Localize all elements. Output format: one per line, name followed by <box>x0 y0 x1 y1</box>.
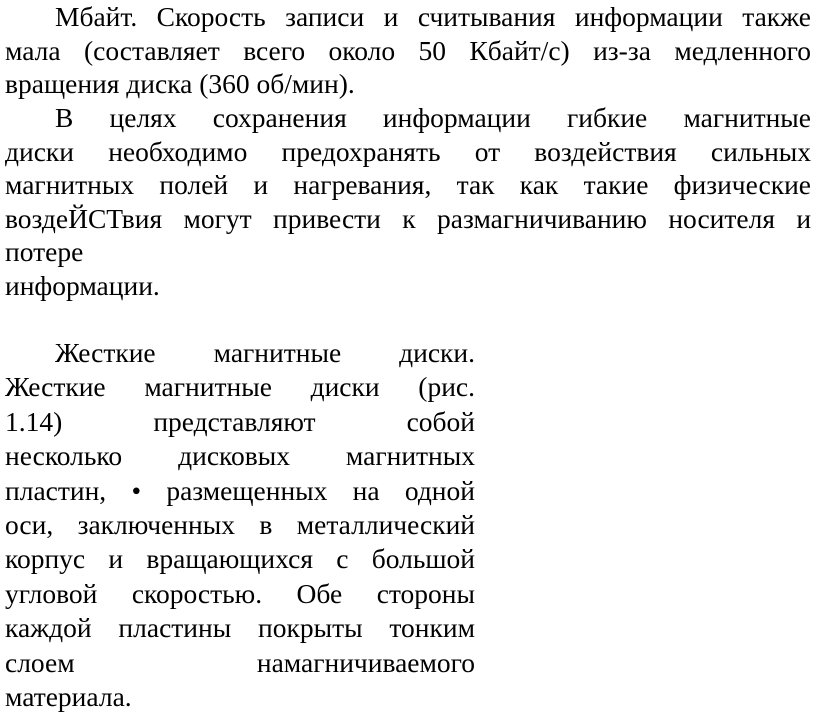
paragraph-floppy-protection <box>5 101 811 269</box>
text-line: оси, заключенных в металлический <box>5 509 476 541</box>
text-line: каждой пластины покрыты тонким <box>5 612 475 644</box>
paragraph-disk-speed <box>5 0 811 101</box>
text-line: потере <box>5 236 84 267</box>
text-line: воздеЙСТвия могут привести к размагничиванию носителя и <box>5 202 812 234</box>
text-line: информации. <box>5 270 160 301</box>
paragraph-floppy-protection-tail <box>5 269 811 303</box>
text-line: мала (составляет всего около 50 Кбайт/с) из-за медленного <box>5 34 812 66</box>
text-line: Мбайт. Скорость записи и считывания информации также <box>55 1 812 32</box>
section-heading-hard-disks: Жесткие магнитные диски. <box>55 337 475 368</box>
text-line: магнитных полей и нагревания, так как такие физические <box>5 169 811 200</box>
text-line: слоем намагничиваемого <box>5 646 475 678</box>
text-line: диски необходимо предохранять от воздействия сильных <box>5 135 812 167</box>
text-line: 1.14) представляют собой <box>5 405 476 437</box>
text-line: материала. <box>5 681 132 713</box>
text-line: несколько дисковых магнитных <box>5 440 476 472</box>
text-line: угловой скоростью. Обе стороны <box>5 577 475 609</box>
text-line: корпус и вращающихся с большой <box>5 543 476 575</box>
text-line: Жесткие магнитные диски (рис. <box>5 371 475 403</box>
text-line: В целях сохранения информации гибкие магнитные <box>55 102 811 133</box>
text-line: пластин, • размещенных на одной <box>5 474 475 506</box>
paragraph-hard-disks <box>5 336 475 714</box>
text-line: вращения диска (360 об/мин). <box>5 68 355 99</box>
